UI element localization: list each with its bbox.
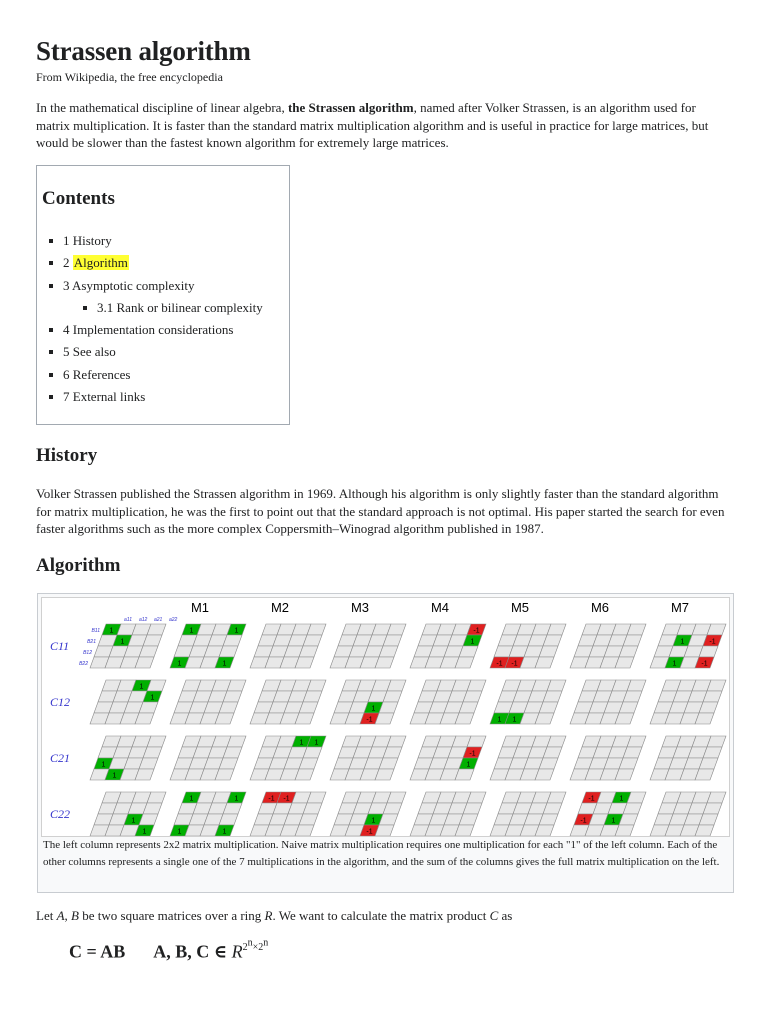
cell-value-r3-c6-2-2: 1: [611, 817, 616, 825]
intro-paragraph: [36, 99, 726, 152]
algorithm-figure: [37, 593, 734, 893]
cell-value-r2-c4-2-3: 1: [466, 761, 471, 769]
toc-item-label[interactable]: Algorithm: [73, 255, 128, 271]
toc-item-number: 4: [63, 322, 70, 338]
toc-item-label[interactable]: See also: [72, 344, 116, 360]
row-label-c22: C22: [50, 807, 71, 821]
cell-value-r3-c6-0-2: 1: [619, 795, 624, 803]
figure-image[interactable]: [41, 597, 730, 837]
toc-list: [63, 232, 263, 410]
matrix-product-formula: [69, 938, 268, 962]
a-label-a12: a12: [139, 617, 148, 623]
b-label-b11: B11: [91, 628, 100, 634]
exp-base: 2: [242, 942, 248, 954]
strassen-diagram: [42, 598, 729, 836]
algorithm-heading: Algorithm: [36, 555, 121, 576]
let-comma: ,: [64, 908, 72, 923]
cell-value-r0-c5-3-0: -1: [496, 660, 503, 668]
let-text-4: as: [498, 908, 513, 923]
toc-item-1[interactable]: [63, 232, 263, 254]
page-subtitle: From Wikipedia, the free encyclopedia: [36, 70, 223, 84]
page-title: Strassen algorithm: [36, 36, 251, 66]
cell-value-r0-c0-1-1: 1: [120, 638, 125, 646]
b-label-b12: B12: [83, 650, 92, 656]
row-label-c21: C21: [50, 751, 71, 765]
toc-item-label[interactable]: External links: [72, 389, 146, 405]
cell-value-r0-c4-0-3: -1: [473, 627, 480, 635]
cell-value-r3-c0-3-3: 1: [142, 828, 147, 836]
column-label-m5: M5: [510, 600, 530, 615]
column-label-m7: M7: [670, 600, 690, 615]
a-label-a21: a21: [154, 617, 163, 623]
column-label-m2: M2: [270, 600, 290, 615]
cell-value-r3-c3-2-2: 1: [371, 817, 376, 825]
history-heading: History: [36, 445, 98, 466]
toc-item-6[interactable]: [63, 366, 263, 388]
cell-value-r0-c7-3-3: -1: [701, 660, 708, 668]
toc-item-number: 3.1: [97, 299, 114, 315]
toc-item-label[interactable]: References: [72, 366, 131, 382]
toc-title: Contents: [42, 188, 115, 209]
let-line: [36, 908, 512, 924]
cell-value-r0-c7-1-3: -1: [709, 638, 716, 646]
b-label-b22: B22: [79, 661, 88, 667]
cell-value-r3-c1-3-3: 1: [222, 828, 227, 836]
row-label-c11: C11: [50, 639, 70, 653]
cell-value-r1-c0-1-3: 1: [150, 694, 155, 702]
cell-value-r1-c0-0-2: 1: [139, 683, 144, 691]
column-label-m3: M3: [350, 600, 370, 615]
cell-value-r3-c6-2-0: -1: [580, 817, 587, 825]
cell-value-r2-c4-1-3: -1: [469, 750, 476, 758]
toc-item-number: 5: [63, 344, 70, 360]
toc-item-label[interactable]: History: [72, 233, 112, 248]
toc-item-number: 3: [63, 277, 70, 293]
cell-value-r3-c3-3-2: -1: [366, 828, 373, 836]
var-r: R: [264, 908, 273, 923]
let-text-2: be two square matrices over a ring: [78, 908, 265, 923]
exp-times: ×2: [252, 942, 264, 954]
cell-value-r3-c1-0-3: 1: [234, 795, 239, 803]
cell-value-r0-c0-0-0: 1: [109, 627, 114, 635]
cell-value-r0-c4-1-3: 1: [470, 638, 475, 646]
a-label-a11: a11: [124, 617, 132, 623]
cell-value-r3-c2-0-0: -1: [268, 795, 275, 803]
column-label-m4: M4: [430, 600, 450, 615]
a-label-a22: a22: [169, 617, 178, 623]
let-text-3: . We want to calculate the matrix product: [272, 908, 490, 923]
let-text: Let: [36, 908, 57, 923]
var-b: B: [71, 908, 79, 923]
toc-item-number: 2: [63, 255, 70, 271]
toc-item-2[interactable]: [63, 254, 263, 276]
figure-caption: The left column represents 2x2 matrix multiplication. Naive matrix multiplication requires one multiplication for each "1" of the left column. Each of the other columns represents a single one of the 7 multiplications in the algorithm, and the sum of the columns gives the full matrix multiplication on the left.: [43, 839, 720, 868]
toc-item-number: 6: [63, 366, 70, 382]
column-label-m6: M6: [590, 600, 610, 615]
cell-value-r1-c5-3-1: 1: [512, 716, 517, 724]
row-label-c12: C12: [50, 695, 71, 709]
column-label-m1: M1: [190, 600, 210, 615]
cell-value-r0-c7-1-1: 1: [680, 638, 685, 646]
cell-value-r0-c1-3-3: 1: [222, 660, 227, 668]
table-of-contents: [36, 165, 290, 425]
toc-item-3-1[interactable]: [97, 299, 263, 321]
formula-vars: A, B, C ∈: [153, 941, 232, 962]
cell-value-r0-c7-3-1: 1: [672, 660, 677, 668]
var-a: A: [56, 908, 65, 923]
toc-item-7[interactable]: [63, 388, 263, 410]
intro-text-end: , named after Volker Strassen, is an algorithm used for matrix multiplication. It is faster than the standard matrix multiplication algorithm and is useful in practice for large matrices, but would be slower than the fastest known algorithm for extremely large matrices.: [36, 100, 709, 150]
intro-text-start: In the mathematical discipline of linear algebra,: [36, 100, 288, 115]
toc-item-label[interactable]: Asymptotic complexity: [72, 277, 195, 293]
formula-exponent: [242, 938, 269, 954]
cell-value-r2-c0-2-0: 1: [101, 761, 106, 769]
cell-value-r0-c5-3-1: -1: [511, 660, 518, 668]
cell-value-r3-c1-3-0: 1: [177, 828, 182, 836]
formula-ring: R: [231, 941, 243, 962]
cell-value-r1-c3-2-2: 1: [371, 705, 376, 713]
b-label-b21: B21: [87, 639, 96, 645]
toc-item-number: 7: [63, 389, 70, 405]
exp-n: n: [247, 938, 253, 949]
cell-value-r1-c5-3-0: 1: [497, 716, 502, 724]
exp-n2: n: [263, 938, 269, 949]
formula-lhs: C = AB: [69, 941, 126, 962]
cell-value-r2-c2-0-2: 1: [299, 739, 304, 747]
cell-value-r3-c6-0-0: -1: [588, 795, 595, 803]
intro-bold-term: the Strassen algorithm: [287, 100, 414, 115]
cell-value-r0-c1-0-3: 1: [234, 627, 239, 635]
cell-value-r0-c1-0-0: 1: [189, 627, 194, 635]
toc-item-label[interactable]: Implementation considerations: [72, 322, 234, 338]
cell-value-r2-c2-0-3: 1: [314, 739, 319, 747]
cell-value-r3-c0-2-2: 1: [131, 817, 136, 825]
toc-item-5[interactable]: [63, 343, 263, 365]
cell-value-r3-c2-0-1: -1: [283, 795, 290, 803]
cell-value-r0-c1-3-0: 1: [177, 660, 182, 668]
var-c: C: [489, 908, 499, 923]
toc-item-number: 1: [63, 233, 70, 248]
toc-item-label[interactable]: Rank or bilinear complexity: [116, 299, 263, 315]
toc-item-4[interactable]: [63, 321, 263, 343]
cell-value-r1-c3-3-2: -1: [366, 716, 373, 724]
cell-value-r2-c0-3-1: 1: [112, 772, 117, 780]
cell-value-r3-c1-0-0: 1: [189, 795, 194, 803]
history-paragraph: Volker Strassen published the Strassen algorithm in 1969. Although his algorithm is only slightly faster than the standard algorithm for matrix multiplication, he was the first to point out that the standard approach is not optimal. His paper started the search for even faster algorithms such as the more complex Coppersmith–Winograd algorithm published in 1987.: [36, 486, 725, 536]
toc-item-3[interactable]: [63, 277, 263, 299]
